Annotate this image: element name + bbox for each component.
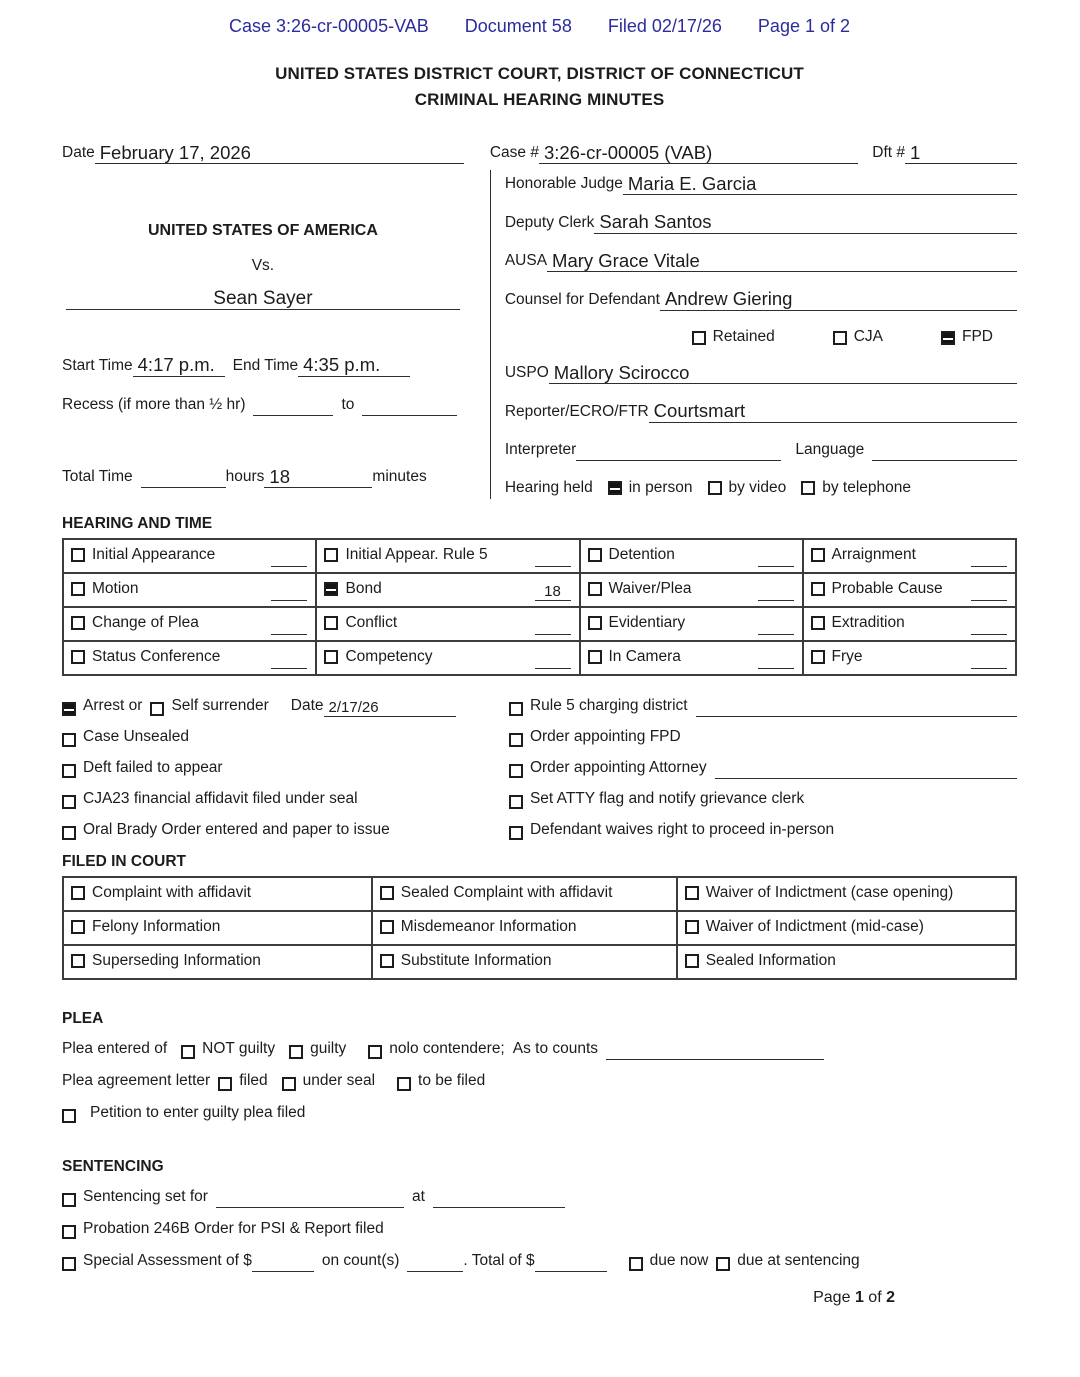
deft-failed-checkbox[interactable] — [62, 764, 76, 778]
extradition-time-line — [971, 618, 1007, 635]
self-surrender-label: Self surrender — [171, 696, 269, 714]
hearing-type-table — [62, 538, 1017, 676]
plea-section-heading: PLEA — [62, 1009, 104, 1027]
status-conference-checkbox[interactable] — [71, 650, 85, 664]
retained-label: Retained — [712, 328, 775, 346]
cja-option — [833, 328, 883, 348]
hearing-table-row — [63, 641, 1016, 675]
superseding-info-label: Superseding Information — [92, 951, 261, 969]
sentencing-section — [62, 1158, 1017, 1272]
sentencing-set-row — [62, 1187, 1017, 1208]
case-number-field — [489, 141, 1017, 165]
ausa-label: AUSA — [504, 252, 548, 270]
bond-time-value: 18 — [535, 584, 571, 601]
uspo-field — [505, 363, 1017, 384]
uspo-label: USPO — [504, 364, 549, 382]
case-number-line — [539, 141, 858, 165]
total-of-label: . Total of $ — [463, 1251, 535, 1269]
probable-cause-label: Probable Cause — [831, 579, 943, 597]
recess-to-label: to — [341, 395, 355, 413]
interpreter-field — [505, 440, 1017, 461]
waiver-indictment-opening-label: Waiver of Indictment (case opening) — [705, 883, 954, 901]
case-number-label: Case # — [489, 144, 539, 162]
interpreter-label: Interpreter — [504, 441, 577, 459]
filed-table-row — [63, 877, 1016, 911]
footer-page-number: 1 — [854, 1289, 864, 1306]
uspo-line — [549, 361, 1017, 385]
evidentiary-time-line — [758, 618, 794, 635]
under-seal-label: under seal — [302, 1071, 376, 1089]
deputy-clerk-field — [505, 213, 1017, 234]
arrest-date-label: Date — [290, 696, 324, 714]
assessment-amount-line — [252, 1256, 314, 1272]
nolo-contendere-label: nolo contendere; — [389, 1039, 505, 1057]
plaintiff-name: UNITED STATES OF AMERICA — [147, 222, 378, 240]
sentencing-set-checkbox[interactable] — [62, 1193, 76, 1207]
sealed-complaint-label: Sealed Complaint with affidavit — [400, 883, 613, 901]
deputy-clerk-label: Deputy Clerk — [504, 213, 595, 231]
letter-filed-label: filed — [239, 1071, 268, 1089]
hearing-held-row — [505, 479, 1017, 499]
time-fields-row — [62, 356, 464, 377]
complaint-label: Complaint with affidavit — [92, 883, 252, 901]
cja-label: CJA — [853, 328, 883, 346]
special-assessment-checkbox[interactable] — [62, 1257, 76, 1271]
counsel-type-options — [505, 328, 1017, 348]
frye-time-line — [971, 652, 1007, 669]
filed-table-row — [63, 911, 1016, 945]
footer-total-pages: 2 — [886, 1289, 895, 1306]
caption-and-staff-columns — [62, 170, 1017, 499]
date-value: February 17, 2026 — [99, 141, 251, 163]
reporter-line — [649, 402, 1017, 423]
brady-order-label: Oral Brady Order entered and paper to issue — [83, 820, 390, 838]
sentencing-time-line — [433, 1192, 565, 1208]
arrest-checkbox[interactable] — [62, 702, 76, 716]
status-conference-label: Status Conference — [92, 647, 221, 665]
arrest-label: Arrest or — [83, 696, 143, 714]
on-counts-label: on count(s) — [321, 1251, 400, 1269]
sentencing-at-label: at — [411, 1187, 425, 1205]
dft-number-line — [905, 141, 1017, 165]
total-minutes-value: 18 — [269, 465, 290, 487]
top-fields-row — [62, 141, 1017, 165]
filed-table-row — [63, 945, 1016, 979]
initial-appearance-checkbox[interactable] — [71, 548, 85, 562]
by-video-option — [708, 479, 787, 499]
recess-to-line — [362, 400, 457, 416]
by-video-checkbox[interactable] — [708, 481, 722, 495]
hearing-table-row — [63, 573, 1016, 607]
hearing-table-row — [63, 539, 1016, 573]
recess-row — [62, 396, 464, 416]
start-time-label: Start Time — [62, 356, 133, 374]
hearing-section-heading: HEARING AND TIME — [62, 514, 213, 532]
defendant-name: Sean Sayer — [213, 288, 313, 310]
header-document-number: Document 58 — [464, 16, 572, 36]
due-now-label: due now — [649, 1251, 709, 1269]
case-unsealed-checkbox[interactable] — [62, 733, 76, 747]
deft-failed-label: Deft failed to appear — [83, 758, 223, 776]
probation-checkbox[interactable] — [62, 1225, 76, 1239]
motion-label: Motion — [92, 579, 139, 597]
counts-line — [407, 1256, 463, 1272]
superseding-info-checkbox[interactable] — [71, 954, 85, 968]
self-surrender-checkbox[interactable] — [150, 702, 164, 716]
waiver-indictment-opening-checkbox[interactable] — [685, 886, 699, 900]
defense-counsel-label: Counsel for Defendant — [504, 290, 660, 308]
bond-checkbox[interactable] — [324, 582, 338, 596]
sealed-info-label: Sealed Information — [705, 951, 836, 969]
dft-number-value: 1 — [910, 141, 921, 163]
by-telephone-option — [801, 479, 911, 499]
rule5-appearance-time-line — [535, 550, 571, 567]
probation-label: Probation 246B Order for PSI & Report filed — [83, 1219, 384, 1237]
felony-info-label: Felony Information — [92, 917, 221, 935]
change-of-plea-label: Change of Plea — [92, 613, 199, 631]
frye-checkbox[interactable] — [811, 650, 825, 664]
competency-checkbox[interactable] — [324, 650, 338, 664]
evidentiary-label: Evidentiary — [608, 613, 686, 631]
by-telephone-checkbox[interactable] — [801, 481, 815, 495]
retained-checkbox[interactable] — [692, 331, 706, 345]
conflict-label: Conflict — [345, 613, 398, 631]
hearing-held-label: Hearing held — [504, 478, 593, 496]
due-at-sentencing-label: due at sentencing — [737, 1251, 860, 1269]
end-time-line — [298, 356, 410, 377]
judge-line — [623, 172, 1017, 196]
change-of-plea-checkbox[interactable] — [71, 616, 85, 630]
judge-value: Maria E. Garcia — [627, 172, 757, 194]
deft-failed-row — [62, 758, 509, 779]
extradition-checkbox[interactable] — [811, 616, 825, 630]
plea-entered-label: Plea entered of — [62, 1039, 168, 1057]
caption-column — [62, 170, 490, 499]
motion-time-line — [271, 584, 307, 601]
under-seal-checkbox[interactable] — [282, 1077, 296, 1091]
rule5-appearance-checkbox[interactable] — [324, 548, 338, 562]
order-fpd-label: Order appointing FPD — [529, 727, 681, 745]
order-attorney-line — [715, 763, 1017, 779]
in-person-label: in person — [628, 478, 693, 496]
felony-info-checkbox[interactable] — [71, 920, 85, 934]
total-hours-line — [141, 472, 226, 488]
arrest-date-value: 2/17/26 — [328, 698, 379, 716]
end-time-label: End Time — [232, 356, 299, 374]
fpd-checkbox[interactable] — [941, 331, 955, 345]
fpd-label: FPD — [962, 328, 993, 346]
order-fpd-row — [509, 727, 1017, 748]
total-minutes-line — [264, 465, 372, 489]
language-label: Language — [795, 441, 865, 459]
waives-in-person-label: Defendant waives right to proceed in-person — [529, 820, 835, 838]
hearing-table-row — [63, 607, 1016, 641]
staff-column — [490, 170, 1017, 499]
sentencing-set-label: Sentencing set for — [83, 1187, 208, 1205]
page-footer — [813, 1289, 895, 1307]
total-amount-line — [535, 1256, 607, 1272]
order-attorney-label: Order appointing Attorney — [529, 758, 707, 776]
probable-cause-time-line — [971, 584, 1007, 601]
initial-appearance-label: Initial Appearance — [92, 545, 216, 563]
waiver-indictment-midcase-label: Waiver of Indictment (mid-case) — [705, 917, 924, 935]
complaint-checkbox[interactable] — [71, 886, 85, 900]
start-time-line — [133, 356, 225, 377]
as-to-counts-line — [606, 1044, 824, 1060]
judge-label: Honorable Judge — [504, 175, 623, 193]
misdemeanor-info-label: Misdemeanor Information — [400, 917, 577, 935]
vs-label: Vs. — [251, 257, 275, 275]
sentencing-section-heading: SENTENCING — [62, 1157, 164, 1175]
date-value-line — [95, 141, 464, 165]
cja23-label: CJA23 financial affidavit filed under seal — [83, 789, 358, 807]
total-time-row — [62, 465, 464, 489]
filed-section-heading: FILED IN COURT — [62, 852, 186, 870]
case-unsealed-row — [62, 727, 509, 748]
reporter-label: Reporter/ECRO/FTR — [504, 402, 649, 420]
substitute-info-checkbox[interactable] — [380, 954, 394, 968]
defense-counsel-field — [505, 290, 1017, 311]
detention-label: Detention — [608, 545, 675, 563]
defense-counsel-value: Andrew Giering — [664, 288, 793, 310]
in-person-checkbox[interactable] — [608, 481, 622, 495]
order-attorney-checkbox[interactable] — [509, 764, 523, 778]
plea-entered-row — [62, 1039, 1017, 1060]
brady-order-checkbox[interactable] — [62, 826, 76, 840]
interpreter-line — [576, 445, 781, 461]
footer-page-word: Page — [813, 1289, 851, 1306]
deputy-clerk-value: Sarah Santos — [599, 211, 712, 233]
in-camera-time-line — [758, 652, 794, 669]
special-assessment-row — [62, 1251, 1017, 1272]
judge-field — [505, 174, 1017, 195]
bond-label: Bond — [345, 579, 382, 597]
plea-agreement-row — [62, 1071, 1017, 1092]
guilty-label: guilty — [310, 1039, 347, 1057]
date-field — [62, 141, 490, 165]
to-be-filed-label: to be filed — [418, 1071, 486, 1089]
ausa-value: Mary Grace Vitale — [552, 249, 700, 271]
waiver-indictment-midcase-checkbox[interactable] — [685, 920, 699, 934]
plea-agreement-label: Plea agreement letter — [62, 1071, 211, 1089]
defendant-name-line — [66, 289, 460, 310]
waives-in-person-row — [509, 820, 1017, 841]
cja23-row — [62, 789, 509, 810]
cja-checkbox[interactable] — [833, 331, 847, 345]
by-telephone-label: by telephone — [822, 478, 912, 496]
in-camera-checkbox[interactable] — [588, 650, 602, 664]
rule5-appearance-label: Initial Appear. Rule 5 — [345, 545, 488, 563]
deputy-clerk-line — [594, 213, 1017, 234]
fpd-option — [941, 328, 993, 348]
rule5-district-line — [696, 701, 1017, 717]
date-label: Date — [62, 144, 95, 162]
case-unsealed-label: Case Unsealed — [83, 727, 189, 745]
dft-number-label: Dft # — [872, 144, 905, 162]
motion-checkbox[interactable] — [71, 582, 85, 596]
reporter-field — [505, 402, 1017, 423]
arrest-date-line — [324, 700, 456, 717]
status-conference-time-line — [271, 652, 307, 669]
arraignment-time-line — [971, 550, 1007, 567]
atty-flag-row — [509, 789, 1017, 810]
detention-checkbox[interactable] — [588, 548, 602, 562]
petition-checkbox[interactable] — [62, 1109, 76, 1123]
nolo-contendere-checkbox[interactable] — [368, 1045, 382, 1059]
header-page-count: Page 1 of 2 — [757, 16, 850, 36]
uspo-value: Mallory Scirocco — [553, 361, 690, 383]
conflict-checkbox[interactable] — [324, 616, 338, 630]
arrest-options-section — [62, 696, 1017, 851]
ausa-line — [547, 249, 1017, 273]
form-name: CRIMINAL HEARING MINUTES — [414, 90, 665, 110]
letter-filed-checkbox[interactable] — [218, 1077, 232, 1091]
due-now-checkbox[interactable] — [629, 1257, 643, 1271]
reporter-value: Courtsmart — [653, 400, 746, 422]
arraignment-label: Arraignment — [831, 545, 916, 563]
evidentiary-checkbox[interactable] — [588, 616, 602, 630]
to-be-filed-checkbox[interactable] — [397, 1077, 411, 1091]
minutes-label: minutes — [372, 468, 427, 486]
pacer-header — [62, 16, 1017, 37]
defense-counsel-line — [660, 290, 1017, 311]
rule5-district-label: Rule 5 charging district — [529, 696, 688, 714]
initial-appearance-time-line — [271, 550, 307, 567]
ausa-field — [505, 251, 1017, 272]
sealed-complaint-checkbox[interactable] — [380, 886, 394, 900]
hours-label: hours — [225, 468, 265, 486]
sealed-info-checkbox[interactable] — [685, 954, 699, 968]
probable-cause-checkbox[interactable] — [811, 582, 825, 596]
guilty-checkbox[interactable] — [289, 1045, 303, 1059]
competency-time-line — [535, 652, 571, 669]
atty-flag-label: Set ATTY flag and notify grievance clerk — [529, 789, 805, 807]
arrest-right-column — [509, 696, 1017, 851]
frye-label: Frye — [831, 647, 863, 665]
retained-option — [692, 328, 775, 348]
competency-label: Competency — [345, 647, 433, 665]
not-guilty-label: NOT guilty — [202, 1039, 276, 1057]
waiver-plea-label: Waiver/Plea — [608, 579, 692, 597]
header-filed-date: Filed 02/17/26 — [607, 16, 722, 36]
waiver-plea-time-line — [758, 584, 794, 601]
arraignment-checkbox[interactable] — [811, 548, 825, 562]
case-number-value: 3:26-cr-00005 (VAB) — [543, 141, 713, 163]
not-guilty-checkbox[interactable] — [181, 1045, 195, 1059]
recess-from-line — [253, 400, 333, 416]
rule5-district-checkbox[interactable] — [509, 702, 523, 716]
special-assessment-label: Special Assessment of $ — [83, 1251, 252, 1269]
cja23-checkbox[interactable] — [62, 795, 76, 809]
arrest-left-column — [62, 696, 509, 851]
as-to-counts-label: As to counts — [512, 1039, 599, 1057]
order-attorney-row — [509, 758, 1017, 779]
change-of-plea-time-line — [271, 618, 307, 635]
misdemeanor-info-checkbox[interactable] — [380, 920, 394, 934]
arrest-row — [62, 696, 509, 717]
detention-time-line — [758, 550, 794, 567]
conflict-time-line — [535, 618, 571, 635]
due-at-sentencing-checkbox[interactable] — [716, 1257, 730, 1271]
order-fpd-checkbox[interactable] — [509, 733, 523, 747]
waiver-plea-checkbox[interactable] — [588, 582, 602, 596]
document-title — [62, 61, 1017, 114]
atty-flag-checkbox[interactable] — [509, 795, 523, 809]
filed-in-court-table — [62, 876, 1017, 980]
footer-of-word: of — [868, 1289, 882, 1306]
court-name: UNITED STATES DISTRICT COURT, DISTRICT OF CONNECTICUT — [275, 64, 804, 83]
in-person-option — [608, 479, 693, 499]
probation-row — [62, 1219, 1017, 1240]
total-time-label: Total Time — [62, 468, 133, 486]
plea-section — [62, 1010, 1017, 1124]
start-time-value: 4:17 p.m. — [137, 354, 215, 376]
header-case-number: Case 3:26-cr-00005-VAB — [228, 16, 429, 36]
in-camera-label: In Camera — [608, 647, 681, 665]
rule5-district-row — [509, 696, 1017, 717]
extradition-label: Extradition — [831, 613, 905, 631]
end-time-value: 4:35 p.m. — [303, 354, 381, 376]
petition-label: Petition to enter guilty plea filed — [90, 1103, 306, 1121]
by-video-label: by video — [728, 478, 787, 496]
brady-order-row — [62, 820, 509, 841]
substitute-info-label: Substitute Information — [400, 951, 552, 969]
petition-row — [62, 1103, 1017, 1124]
language-line — [872, 445, 1017, 461]
sentencing-date-line — [216, 1192, 404, 1208]
recess-label: Recess (if more than ½ hr) — [62, 395, 246, 413]
waives-in-person-checkbox[interactable] — [509, 826, 523, 840]
